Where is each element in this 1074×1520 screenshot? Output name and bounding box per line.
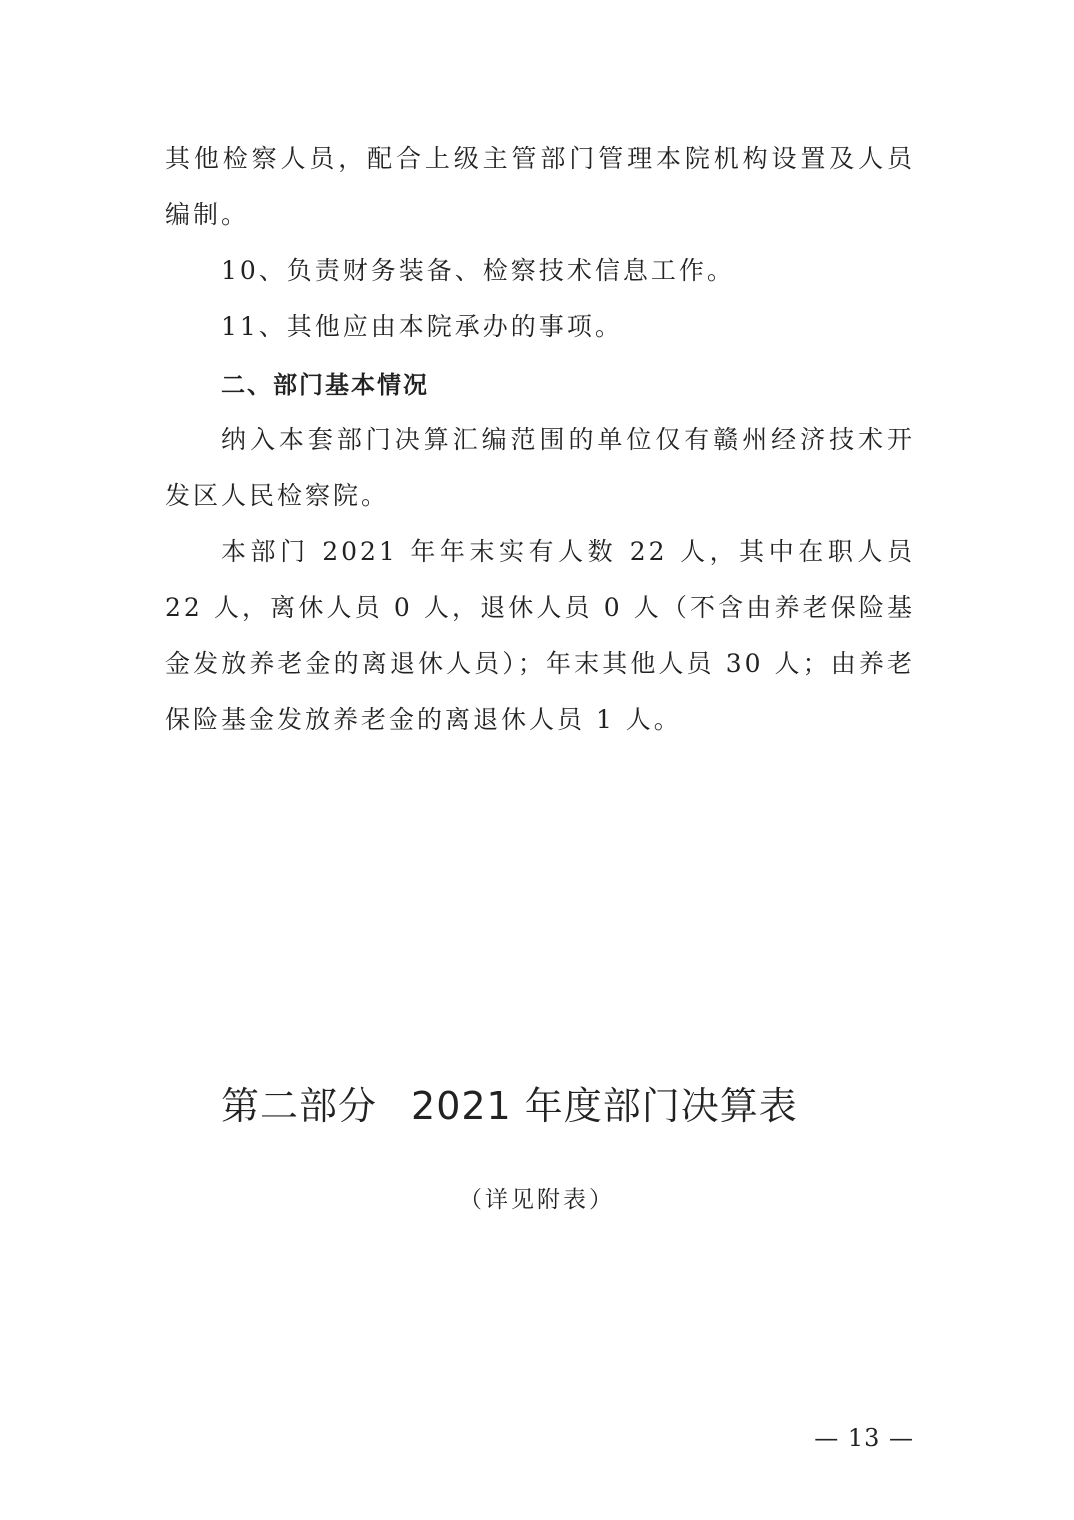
part-title (221, 1078, 798, 1134)
section-heading: 二、部门基本情况 (221, 371, 429, 399)
part-title-text: 2021 年度部门决算表 (411, 1084, 798, 1128)
part-label: 第二部分 (221, 1084, 378, 1128)
page-number: — 13 — (814, 1424, 914, 1452)
paragraph-item-11: 11、其他应由本院承办的事项。 (221, 312, 623, 341)
paragraph-staffing: 本部门 2021 年年末实有人数 22 人，其中在职人员 22 人，离休人员 0 人，退休人员 0 人（不含由养老保险基金发放养老金的离退休人员）；年末其他人员 30 人；由养老保险基金发放养老金的离退休人员 1 人。 (165, 537, 915, 734)
paragraph-staff-management: 其他检察人员，配合上级主管部门管理本院机构设置及人员编制。 (165, 144, 915, 229)
appendix-note: （详见附表） (459, 1187, 615, 1213)
paragraph-item-10: 10、负责财务装备、检察技术信息工作。 (221, 256, 735, 285)
paragraph-scope: 纳入本套部门决算汇编范围的单位仅有赣州经济技术开发区人民检察院。 (165, 425, 915, 510)
